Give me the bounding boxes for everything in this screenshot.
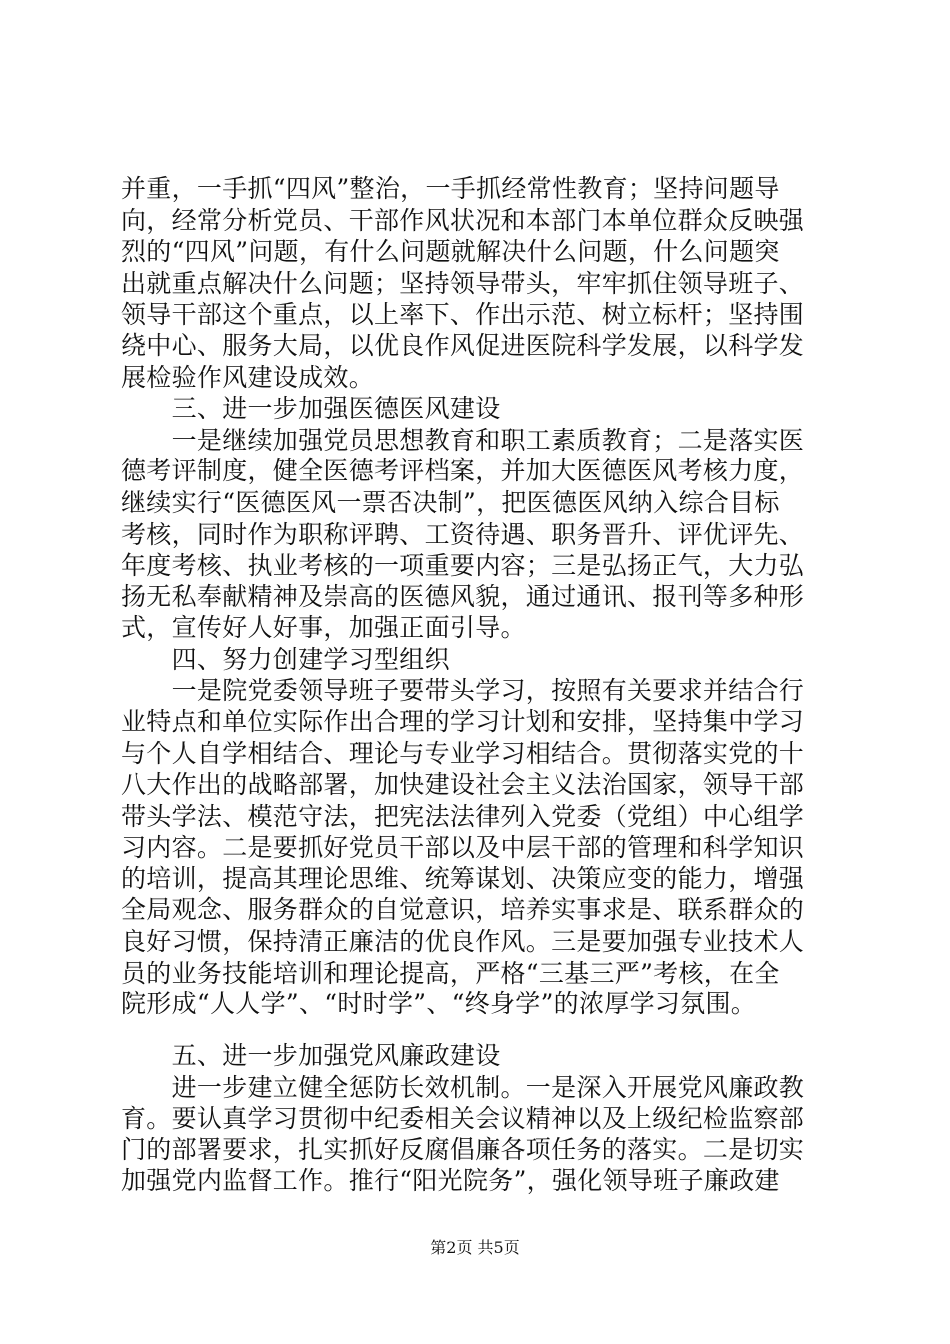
text-line: 式，宣传好人好事，加强正面引导。 xyxy=(121,613,526,642)
text-line: 的培训，提高其理论思维、统筹谋划、决策应变的能力，增强 xyxy=(121,864,805,893)
section-heading: 三、进一步加强医德医风建设 xyxy=(121,394,501,423)
text-line: 一是院党委领导班子要带头学习，按照有关要求并结合行 xyxy=(121,676,805,705)
text-line: 全局观念、服务群众的自觉意识，培养实事求是、联系群众的 xyxy=(121,895,805,924)
text-line: 院形成“人人学”、“时时学”、“终身学”的浓厚学习氛围。 xyxy=(121,989,757,1018)
section-heading: 四、努力创建学习型组织 xyxy=(121,645,450,674)
text-line: 加强党内监督工作。推行“阳光院务”，强化领导班子廉政建 xyxy=(121,1166,780,1195)
section-heading: 五、进一步加强党风廉政建设 xyxy=(121,1041,501,1070)
text-line: 烈的“四风”问题，有什么问题就解决什么问题，什么问题突 xyxy=(121,237,780,266)
text-line: 向，经常分析党员、干部作风状况和本部门本单位群众反映强 xyxy=(121,206,805,235)
text-line: 年度考核、执业考核的一项重要内容；三是弘扬正气，大力弘 xyxy=(121,551,805,580)
text-line: 绕中心、服务大局，以优良作风促进医院科学发展，以科学发 xyxy=(121,331,805,360)
page-footer: 第2页 共5页 xyxy=(430,1238,520,1257)
text-line: 进一步建立健全惩防长效机制。一是深入开展党风廉政教 xyxy=(121,1073,805,1102)
text-line: 一是继续加强党员思想教育和职工素质教育；二是落实医 xyxy=(121,426,805,455)
text-line: 出就重点解决什么问题；坚持领导带头，牢牢抓住领导班子、 xyxy=(121,269,805,298)
text-line: 门的部署要求，扎实抓好反腐倡廉各项任务的落实。二是切实 xyxy=(121,1135,805,1164)
text-line: 领导干部这个重点，以上率下、作出示范、树立标杆；坚持围 xyxy=(121,300,805,329)
text-line: 与个人自学相结合、理论与专业学习相结合。贯彻落实党的十 xyxy=(121,739,805,768)
text-line: 展检验作风建设成效。 xyxy=(121,363,375,392)
text-line: 并重，一手抓“四风”整治，一手抓经常性教育；坚持问题导 xyxy=(121,174,780,203)
text-line: 员的业务技能培训和理论提高，严格“三基三严”考核，在全 xyxy=(121,959,780,988)
text-line: 带头学法、模范守法，把宪法法律列入党委（党组）中心组学 xyxy=(121,802,805,831)
text-line: 八大作出的战略部署，加快建设社会主义法治国家，领导干部 xyxy=(121,770,805,799)
text-line: 扬无私奉献精神及崇高的医德风貌，通过通讯、报刊等多种形 xyxy=(121,582,805,611)
text-line: 良好习惯，保持清正廉洁的优良作风。三是要加强专业技术人 xyxy=(121,927,805,956)
text-line: 育。要认真学习贯彻中纪委相关会议精神以及上级纪检监察部 xyxy=(121,1104,805,1133)
text-line: 德考评制度，健全医德考评档案，并加大医德医风考核力度， xyxy=(121,456,805,485)
text-line: 业特点和单位实际作出合理的学习计划和安排，坚持集中学习 xyxy=(121,707,805,736)
text-line: 习内容。二是要抓好党员干部以及中层干部的管理和科学知识 xyxy=(121,833,805,862)
text-line: 考核，同时作为职称评聘、工资待遇、职务晋升、评优评先、 xyxy=(121,520,805,549)
text-line: 继续实行“医德医风一票否决制”，把医德医风纳入综合目标 xyxy=(121,488,780,517)
